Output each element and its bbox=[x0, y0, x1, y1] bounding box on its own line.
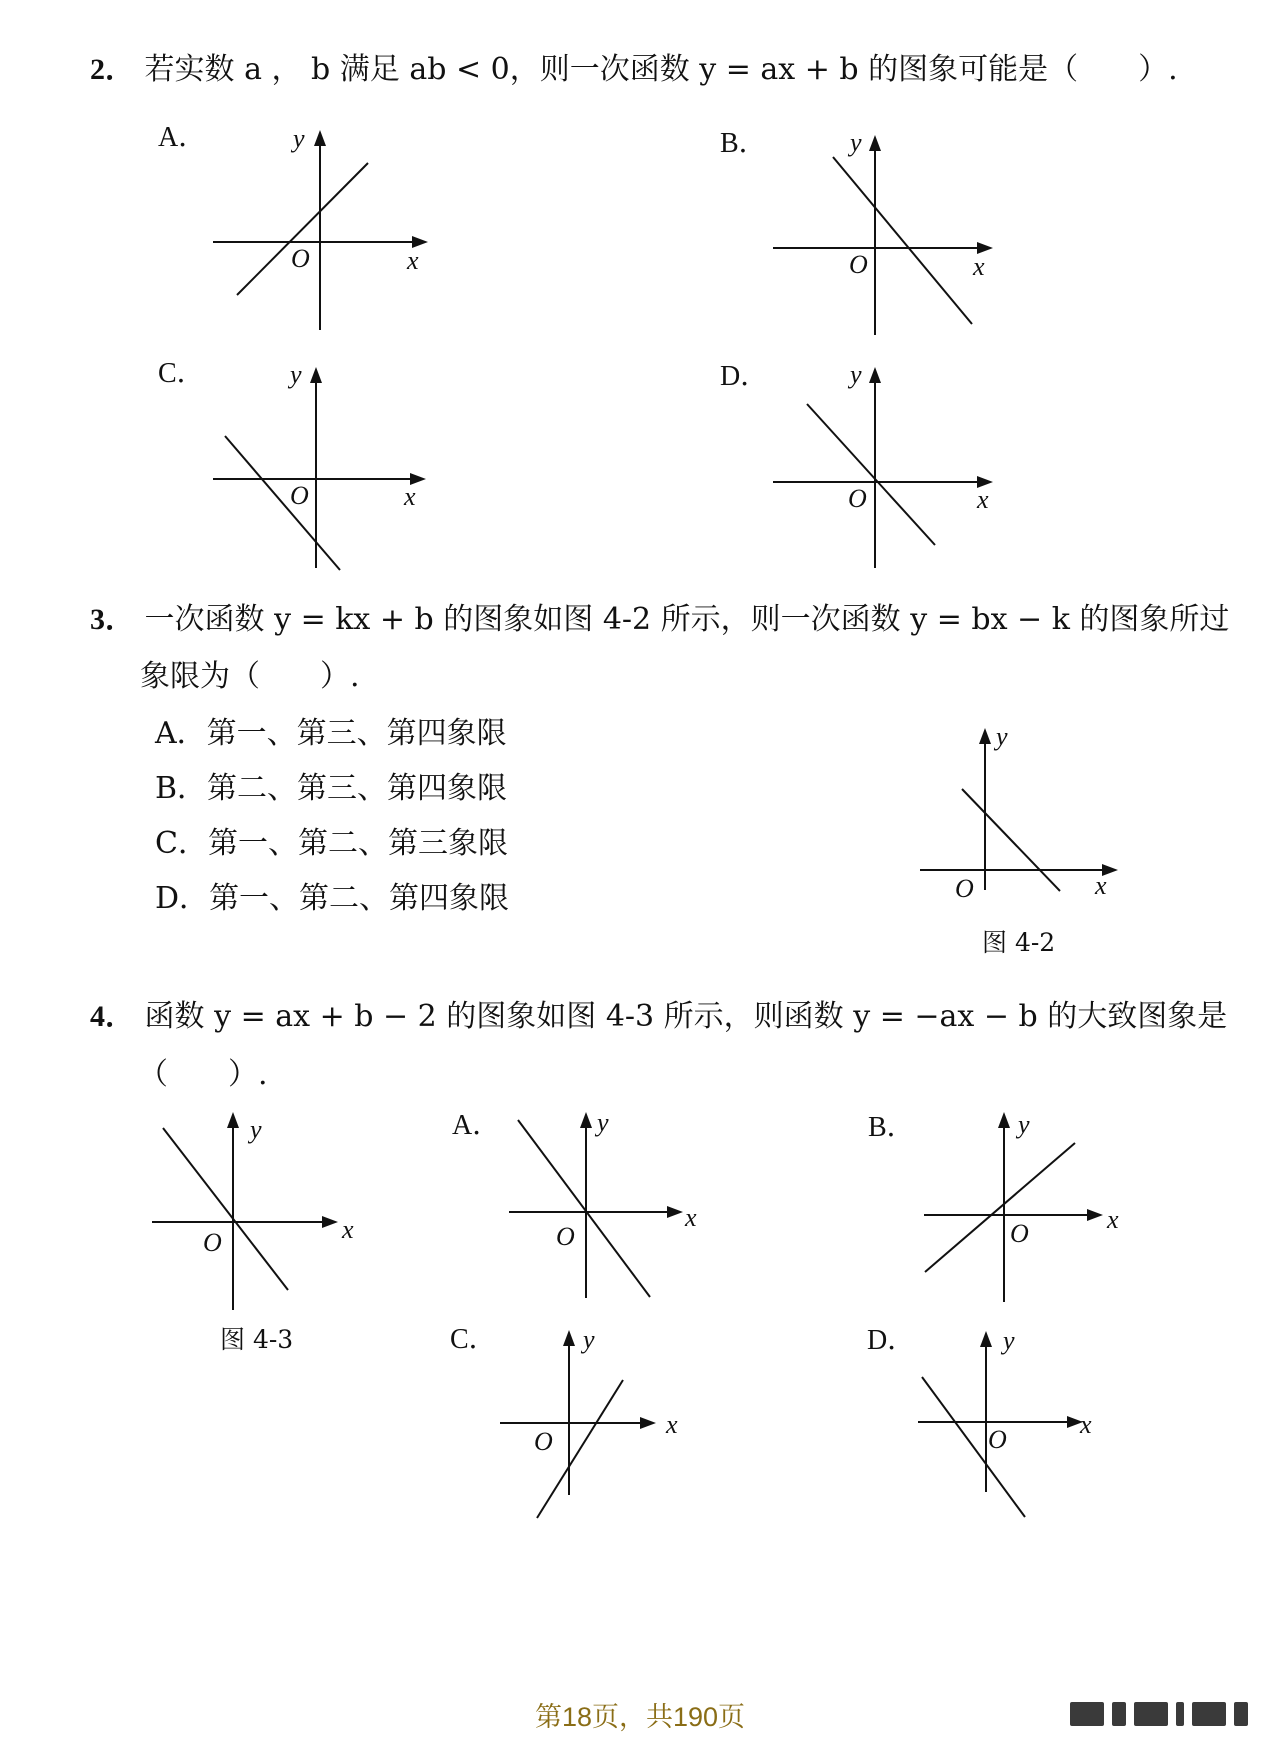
fig-4-3-caption: 图 4-3 bbox=[220, 1325, 294, 1354]
q2-b-y-label: y bbox=[850, 128, 862, 157]
fig-4-2-y-label: y bbox=[996, 722, 1008, 751]
fig-4-3-y-label: y bbox=[250, 1115, 262, 1144]
q2-c-origin-label: O bbox=[290, 481, 309, 510]
q2-d-y-label: y bbox=[850, 360, 862, 389]
q2-option-b-label: B． bbox=[720, 128, 767, 159]
q2-stem-text: 若实数 a ， b 满足 ab < 0，则一次函数 y = ax + b 的图象可能是（ ）. bbox=[144, 52, 1178, 87]
page-progress-bar-5 bbox=[1192, 1702, 1226, 1726]
fig-4-2-origin-label: O bbox=[955, 874, 974, 903]
q4-c-origin-label: O bbox=[534, 1427, 553, 1456]
q4-c-y-label: y bbox=[583, 1325, 595, 1354]
q3-choice-a-text: 第一、第三、第四象限 bbox=[206, 716, 507, 751]
page-progress-bar-1 bbox=[1070, 1702, 1104, 1726]
q4-b-y-label: y bbox=[1018, 1110, 1030, 1139]
q3-choice-b-label: B． bbox=[155, 771, 208, 806]
q4-stem-line2: （ ）. bbox=[138, 1057, 268, 1092]
q4-option-b-label: B． bbox=[868, 1112, 915, 1143]
q4-b-x-label: x bbox=[1107, 1205, 1119, 1234]
q2-b-x-label: x bbox=[973, 252, 985, 281]
fig-4-3-origin-label: O bbox=[203, 1228, 222, 1257]
q2-c-x-label: x bbox=[404, 482, 416, 511]
q4-b-origin-label: O bbox=[1010, 1219, 1029, 1248]
page-progress-bar-3 bbox=[1134, 1702, 1168, 1726]
q4-option-d-label: D． bbox=[867, 1325, 916, 1356]
q4-a-origin-label: O bbox=[556, 1222, 575, 1251]
q4-a-x-label: x bbox=[685, 1203, 697, 1232]
function-line bbox=[922, 1377, 1025, 1517]
q2-a-x-label: x bbox=[407, 246, 419, 275]
fig-4-2-x-label: x bbox=[1095, 871, 1107, 900]
page-progress-bar-4 bbox=[1176, 1702, 1184, 1726]
page-progress-bar-2 bbox=[1112, 1702, 1126, 1726]
q4-option-c-label: C． bbox=[450, 1324, 497, 1355]
q2-d-origin-label: O bbox=[848, 484, 867, 513]
q2-a-y-label: y bbox=[293, 124, 305, 153]
fig-4-3-x-label: x bbox=[342, 1215, 354, 1244]
q4-d-origin-label: O bbox=[988, 1425, 1007, 1454]
q2-d-x-label: x bbox=[977, 485, 989, 514]
fig-4-2-caption: 图 4-2 bbox=[982, 928, 1056, 957]
q2-number: 2． bbox=[90, 53, 135, 86]
q4-number: 4． bbox=[90, 1000, 135, 1033]
q2-option-c-label: C． bbox=[158, 358, 205, 389]
q3-stem-text-1: 一次函数 y = kx + b 的图象如图 4-2 所示，则一次函数 y = bx − k 的图象所过 bbox=[144, 602, 1230, 637]
page-indicator: 第18页，共190页 bbox=[534, 1702, 746, 1732]
q4-a-y-label: y bbox=[597, 1108, 609, 1137]
q3-number: 3． bbox=[90, 603, 135, 636]
q2-b-origin-label: O bbox=[849, 250, 868, 279]
q2-a-origin-label: O bbox=[291, 244, 310, 273]
q3-choice-d-label: D． bbox=[155, 881, 210, 916]
q4-stem-text-1: 函数 y = ax + b − 2 的图象如图 4-3 所示，则函数 y = −ax − b 的大致图象是 bbox=[144, 999, 1228, 1034]
q4-option-a-label: A． bbox=[452, 1110, 501, 1141]
q3-choice-a-label: A． bbox=[155, 716, 207, 751]
q4-c-x-label: x bbox=[666, 1410, 678, 1439]
q2-option-a-label: A． bbox=[158, 122, 207, 153]
q2-option-d-label: D． bbox=[720, 361, 769, 392]
q3-stem-line2: 象限为（ ）. bbox=[140, 659, 360, 694]
q3-choice-c-label: C． bbox=[155, 826, 208, 861]
q3-choice-c-text: 第一、第二、第三象限 bbox=[207, 826, 508, 861]
q4-d-x-label: x bbox=[1080, 1410, 1092, 1439]
q3-choice-d-text: 第一、第二、第四象限 bbox=[209, 881, 510, 916]
q2-c-y-label: y bbox=[290, 360, 302, 389]
q3-choice-b-text: 第二、第三、第四象限 bbox=[207, 771, 508, 806]
page-progress-bar-6 bbox=[1234, 1702, 1248, 1726]
q4-d-y-label: y bbox=[1003, 1326, 1015, 1355]
y-axis-arrow bbox=[980, 1331, 992, 1347]
